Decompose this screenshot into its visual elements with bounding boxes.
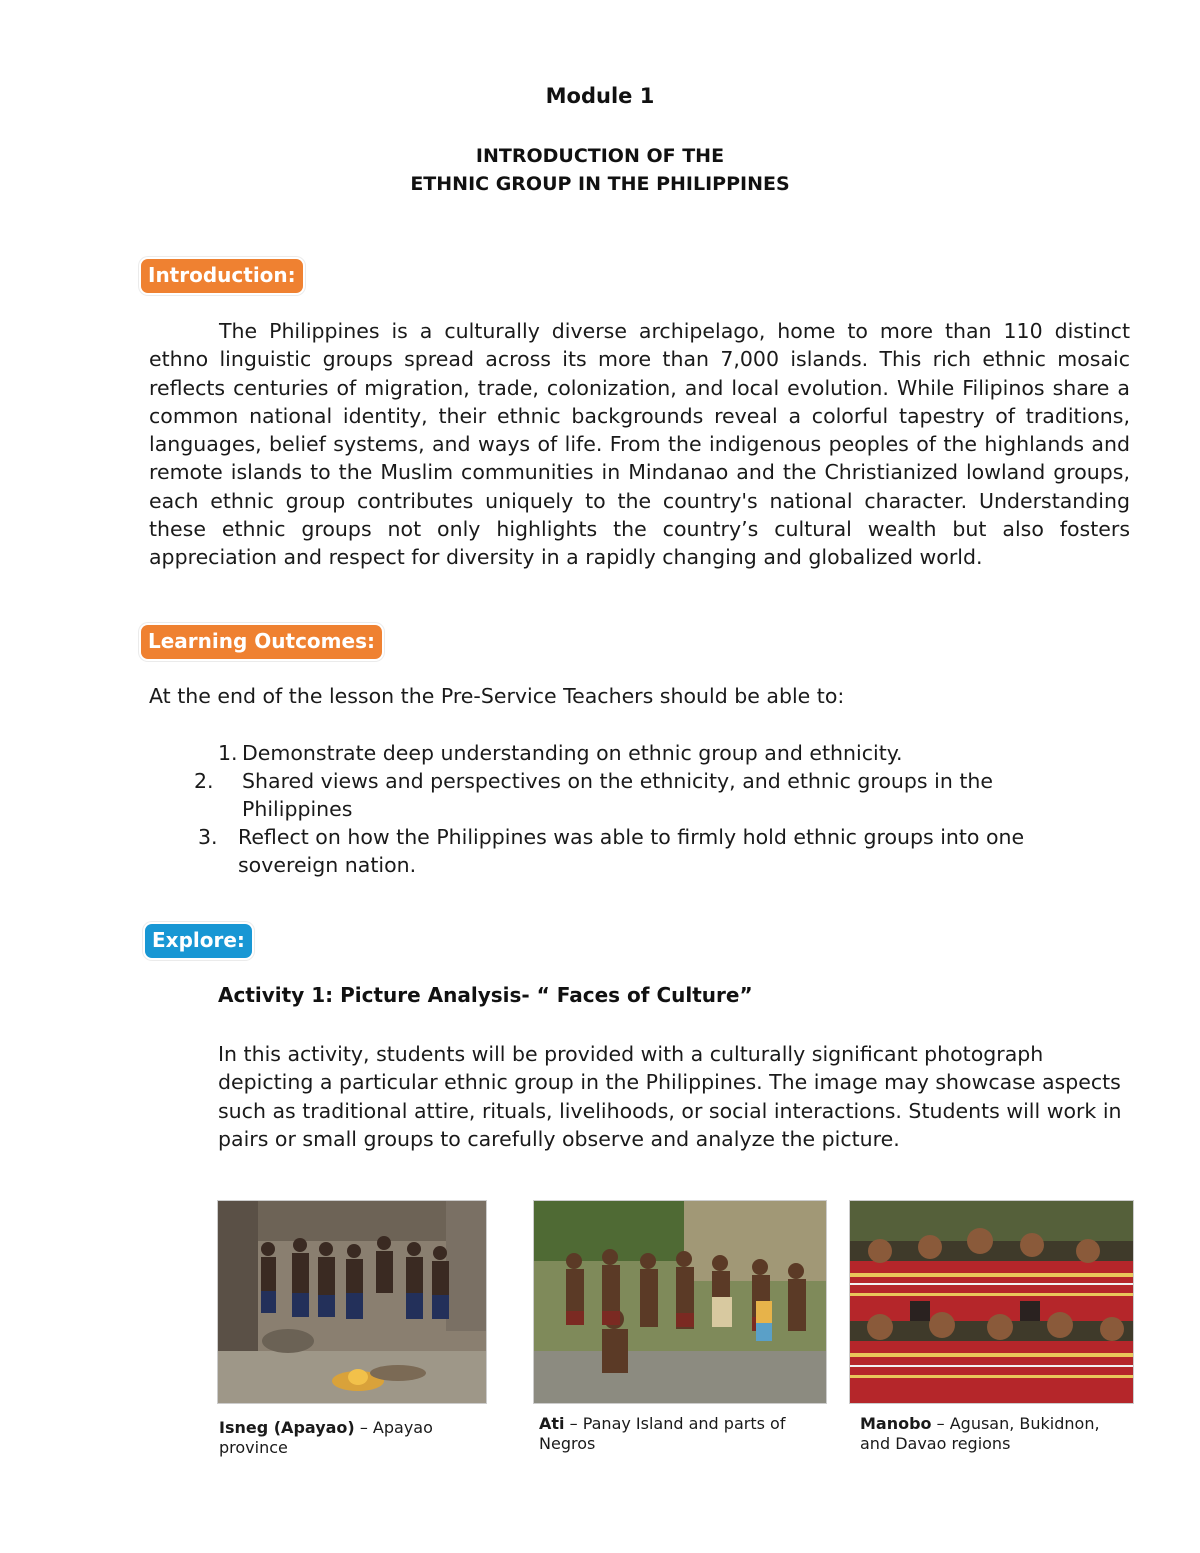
outcome-number: 2.: [194, 769, 214, 793]
outcome-item-1: [218, 739, 1098, 767]
ati-name: Ati: [539, 1414, 565, 1433]
manobo-caption: [860, 1414, 1128, 1454]
isneg-caption: [219, 1418, 489, 1458]
manobo-region: – Agusan, Bukidnon, and Davao regions: [860, 1414, 1100, 1453]
learning-outcomes-badge: Learning Outcomes:: [141, 625, 382, 659]
introduction-badge: Introduction:: [141, 259, 303, 293]
isneg-photo: [217, 1200, 487, 1404]
outcome-number: 1.: [218, 741, 238, 765]
outcome-item-2: [194, 767, 1072, 823]
explore-badge: Explore:: [145, 924, 252, 958]
ati-photo-image: [534, 1201, 826, 1403]
isneg-name: Isneg (Apayao): [219, 1418, 355, 1437]
activity-description: In this activity, students will be provided with a culturally significant photograph depicting a particular ethnic group in the Philippines. The image may showcase aspects such as traditional attire, rituals, livelihoods, or social interactions. Students will work in pairs or small groups to carefully observe and analyze the picture.: [218, 1042, 1122, 1151]
outcome-number: 3.: [198, 825, 218, 849]
isneg-photo-image: [218, 1201, 486, 1403]
learning-outcomes-lead: At the end of the lesson the Pre-Service Teachers should be able to:: [149, 684, 845, 708]
module-label: Module 1: [545, 84, 655, 108]
ati-region: – Panay Island and parts of Negros: [539, 1414, 786, 1453]
ati-photo: [533, 1200, 827, 1404]
page-title: [0, 142, 1200, 198]
isneg-region: – Apayao province: [219, 1418, 433, 1457]
ati-caption: [539, 1414, 814, 1454]
manobo-photo-image: [850, 1201, 1133, 1403]
manobo-name: Manobo: [860, 1414, 932, 1433]
outcome-text: Shared views and perspectives on the ethnicity, and ethnic groups in the Philippines: [242, 769, 993, 821]
introduction-paragraph: [149, 317, 1130, 572]
page-title-line-1: INTRODUCTION OF THE: [475, 145, 725, 167]
introduction-text: The Philippines is a culturally diverse archipelago, home to more than 110 distinct ethno linguistic groups spread across its more than 7,000 islands. This rich ethnic mosaic reflects centuries of migration, trade, colonization, and local evolution. While Filipinos share a common national identity, their ethnic backgrounds reveal a colorful tapestry of traditions, languages, belief systems, and ways of life. From the indigenous peoples of the highlands and remote islands to the Muslim communities in Mindanao and the Christianized lowland groups, each ethnic group contributes uniquely to the country's national character. Understanding these ethnic groups not only highlights the country’s cultural wealth but also fosters appreciation and respect for diversity in a rapidly changing and globalized world.: [149, 319, 1130, 570]
outcome-text: Demonstrate deep understanding on ethnic group and ethnicity.: [242, 741, 903, 765]
manobo-photo: [849, 1200, 1134, 1404]
activity-title: Activity 1: Picture Analysis- “ Faces of Culture”: [218, 983, 753, 1007]
outcome-item-3: [198, 823, 1098, 879]
outcome-text: Reflect on how the Philippines was able to firmly hold ethnic groups into one sovereign nation.: [238, 825, 1025, 877]
page-title-line-2: ETHNIC GROUP IN THE PHILIPPINES: [410, 173, 790, 195]
